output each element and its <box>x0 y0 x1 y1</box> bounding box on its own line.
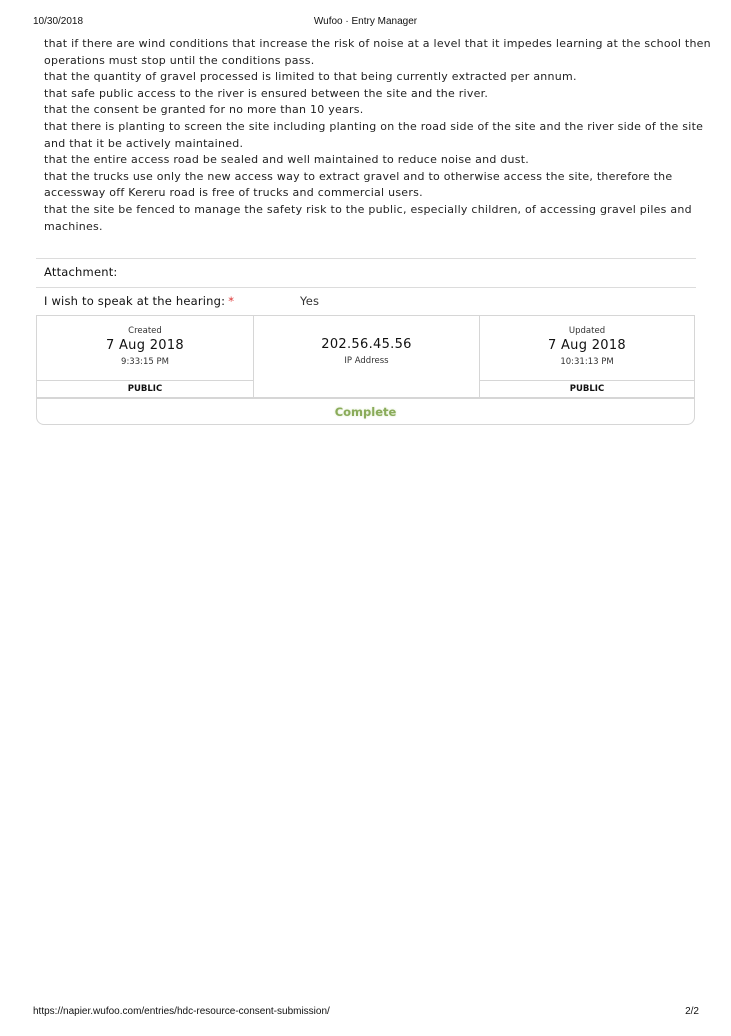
created-label: Created <box>128 326 162 336</box>
submission-line: and that it be actively maintained. <box>44 136 244 150</box>
speak-at-hearing-label <box>44 294 234 308</box>
ip-address: 202.56.45.56 <box>321 337 412 352</box>
complete-status-bar[interactable]: Complete <box>36 398 695 425</box>
ip-cell <box>254 316 479 397</box>
created-date: 7 Aug 2018 <box>105 338 184 353</box>
submission-line: that safe public access to the river is ensured between the site and the river. <box>44 86 489 100</box>
required-marker: * <box>228 294 235 308</box>
print-header <box>0 16 731 30</box>
created-cell <box>37 316 254 397</box>
submission-line: that there is planting to screen the site including planting on the road side of the site and the river side of the site <box>44 119 704 133</box>
submission-line: that the entire access road be sealed and well maintained to reduce noise and dust. <box>44 153 530 167</box>
updated-date: 7 Aug 2018 <box>547 338 626 353</box>
updated-time: 10:31:13 PM <box>560 357 614 367</box>
created-status: PUBLIC <box>37 380 253 397</box>
updated-label: Updated <box>568 326 606 336</box>
divider <box>36 258 696 259</box>
submission-line: that the site be fenced to manage the safety risk to the public, especially children, of accessing gravel piles and <box>44 202 692 216</box>
print-title: Wufoo · Entry Manager <box>313 16 418 27</box>
submission-line: machines. <box>44 219 103 233</box>
submission-line: operations must stop until the conditions pass. <box>44 53 315 67</box>
page-number: 2/2 <box>685 1006 699 1017</box>
submission-line: that the trucks use only the new access way to extract gravel and to otherwise access the site, therefore the <box>44 169 673 183</box>
updated-cell <box>479 316 694 397</box>
divider <box>36 287 696 288</box>
submission-line: that if there are wind conditions that increase the risk of noise at a level that it impedes learning at the school then <box>44 37 711 50</box>
submission-line: accessway off Kereru road is free of trucks and commercial users. <box>44 186 423 200</box>
speak-at-hearing-value: Yes <box>300 294 320 308</box>
attachment-label: Attachment: <box>44 265 118 279</box>
entry-meta-table <box>36 315 695 398</box>
submission-text <box>44 36 711 235</box>
speak-at-hearing-text: I wish to speak at the hearing: <box>44 294 226 308</box>
print-footer <box>0 1006 731 1020</box>
submission-line: that the quantity of gravel processed is limited to that being currently extracted per annum. <box>44 70 577 84</box>
ip-label: IP Address <box>344 356 389 366</box>
submission-line: that the consent be granted for no more than 10 years. <box>44 103 364 117</box>
print-date: 10/30/2018 <box>33 16 84 27</box>
updated-status: PUBLIC <box>480 380 694 397</box>
created-time: 9:33:15 PM <box>121 357 169 367</box>
page-url: https://napier.wufoo.com/entries/hdc-resource-consent-submission/ <box>33 1006 330 1017</box>
